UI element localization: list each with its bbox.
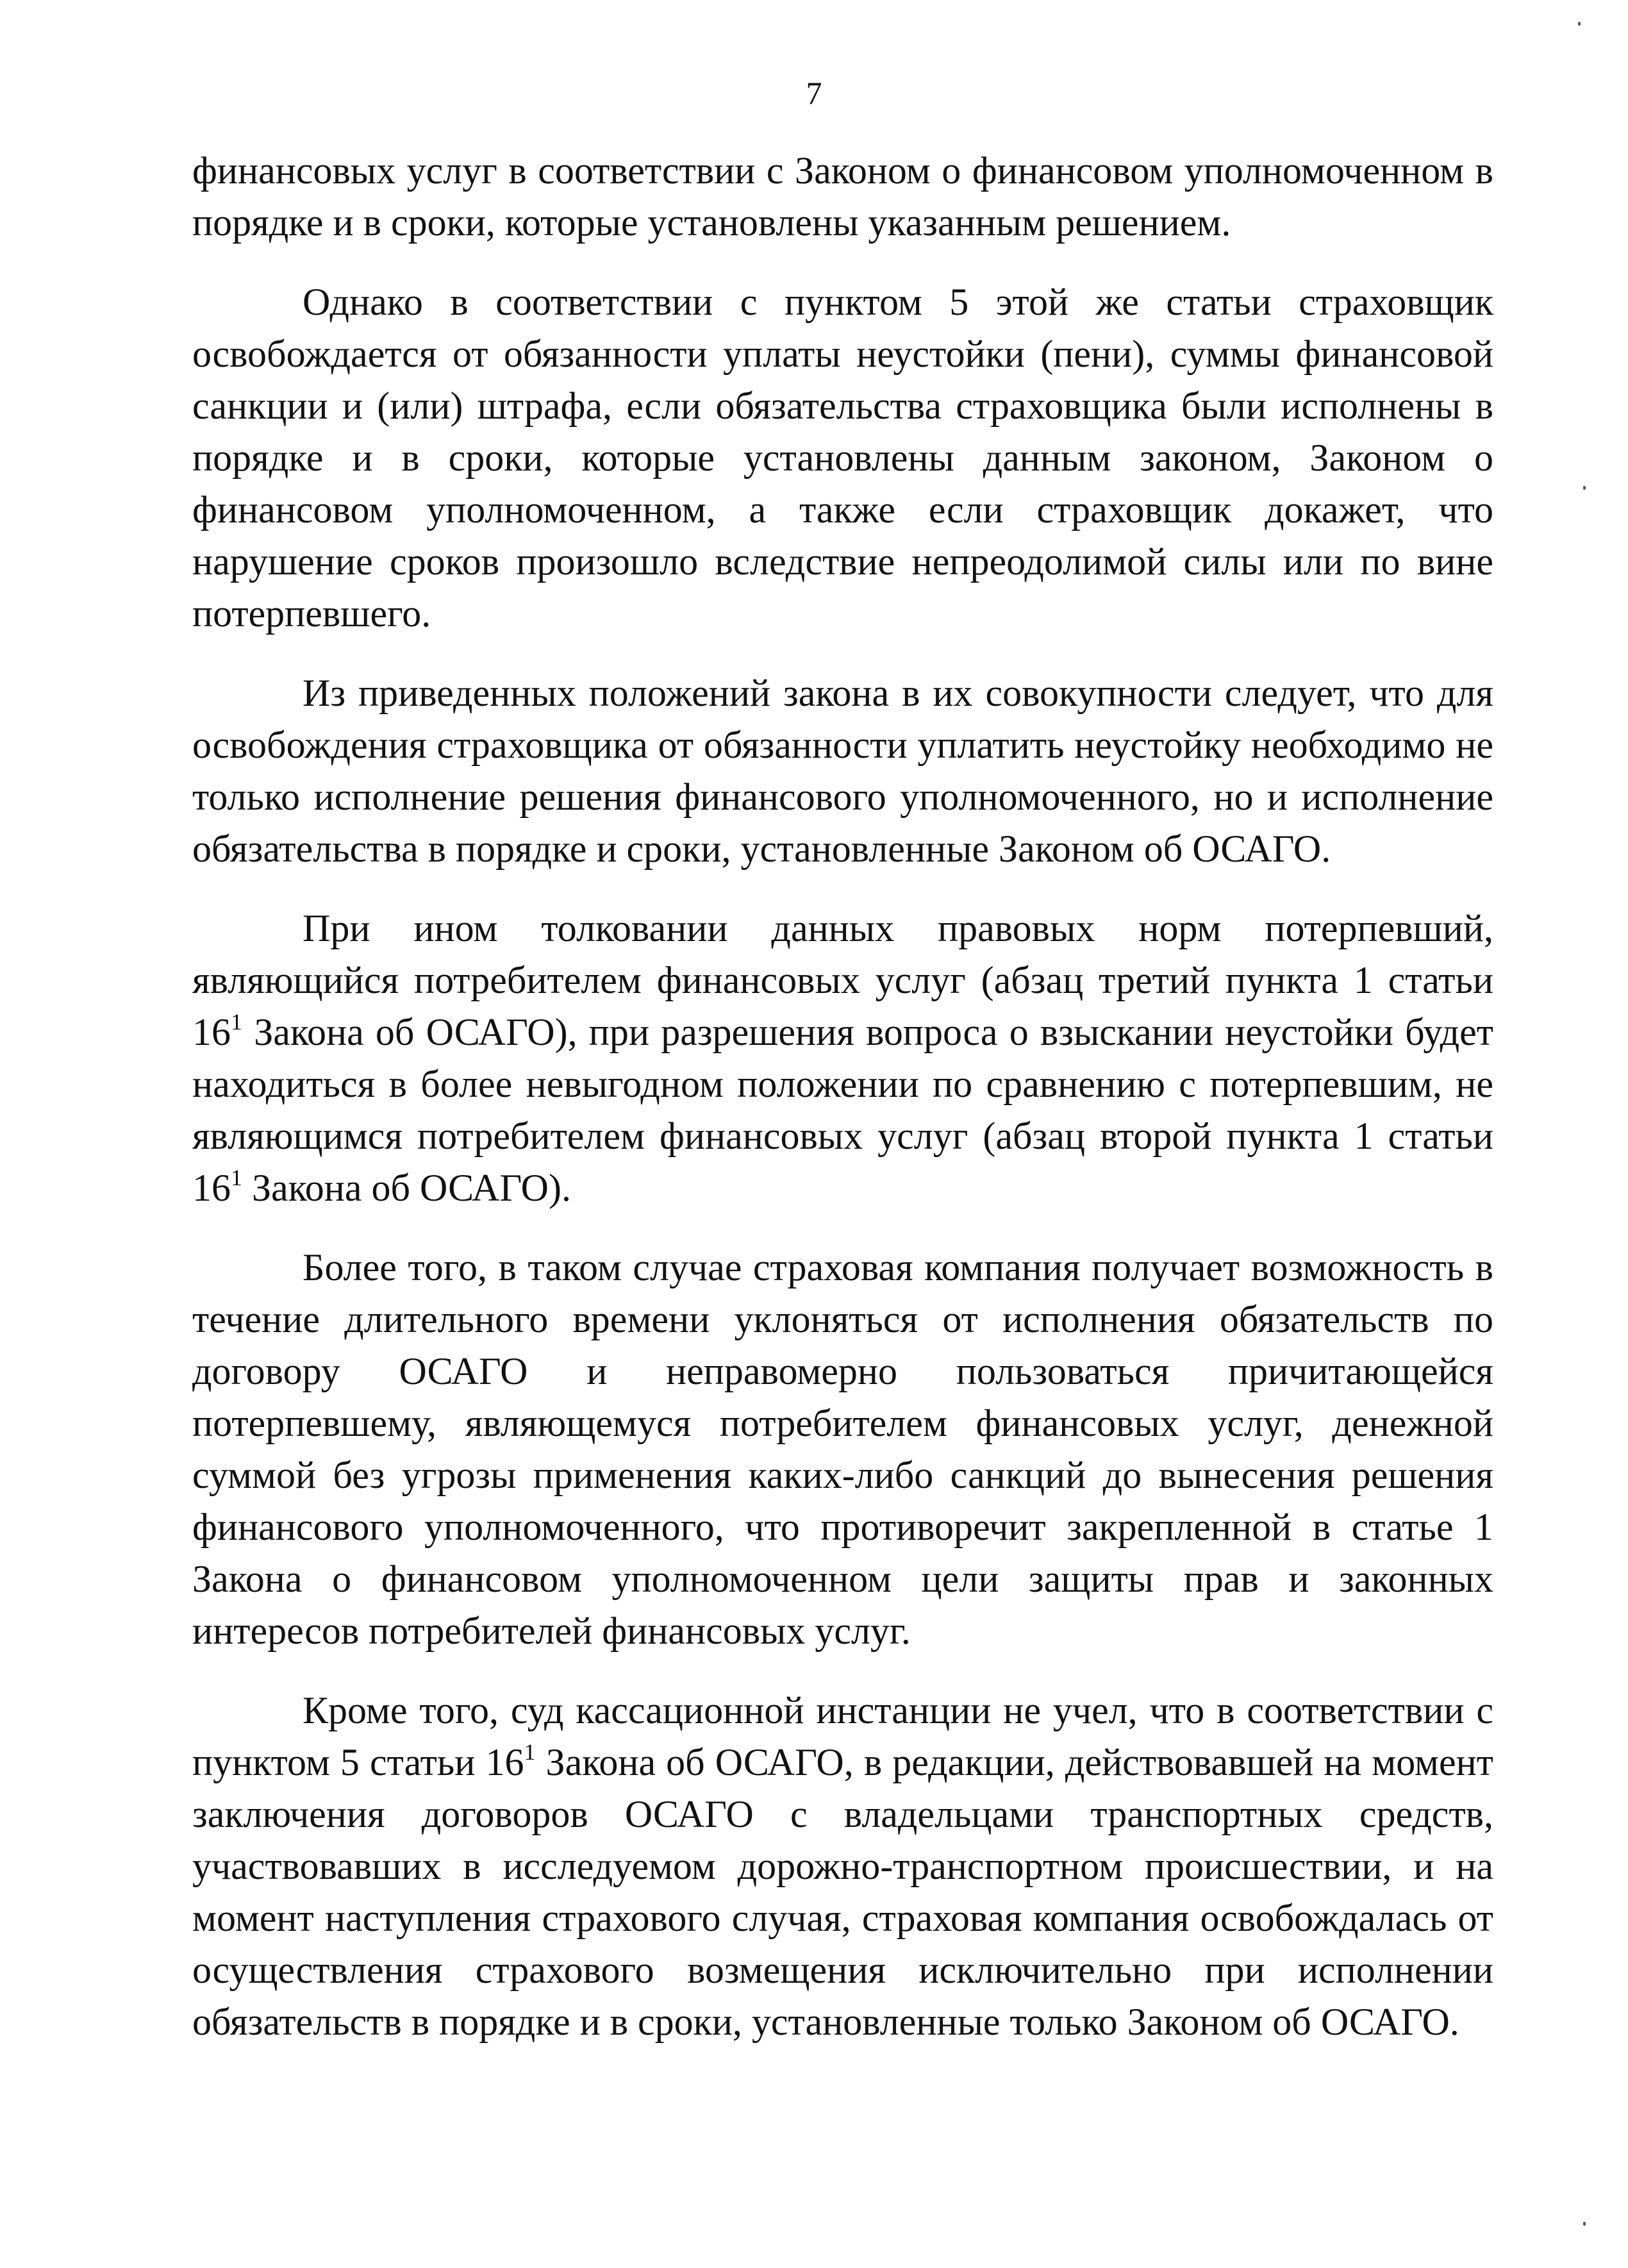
page-number: 7: [806, 75, 822, 111]
paragraph-consequences: Более того, в таком случае страховая компания получает возможность в течение длительного времени уклоняться от исполнения обязательств по договору ОСАГО и неправомерно пользоваться причитающейся потерпевшему, являющемуся потребителем финансовых услуг, денежной суммой без угрозы применения каких-либо санкций до вынесения решения финансового уполномоченного, что противоречит закрепленной в статье 1 Закона о финансовом уполномоченном цели защиты прав и законных интересов потребителей финансовых услуг.: [192, 1246, 1493, 1652]
superscript-index: 1: [231, 1009, 242, 1035]
scan-speck: [1583, 2222, 1586, 2226]
paragraph-interpretation: [192, 903, 1493, 1214]
paragraph-text-part: При ином толковании данных правовых норм потерпевший, являющийся потребителем финансовых услуг (абзац третий пункта 1 статьи 16: [192, 907, 1493, 1053]
document-body: [192, 145, 1493, 2048]
superscript-index: 1: [524, 1739, 536, 1765]
scan-speck: [1583, 486, 1586, 490]
paragraph-text-part: Закона об ОСАГО).: [242, 1167, 571, 1209]
paragraph-text-part: Закона об ОСАГО), при разрешения вопроса о взыскании неустойки будет находиться в более невыгодном положении по сравнению с потерпевшим, не являющимся потребителем финансовых услуг (абзац второй пункта 1 статьи 16: [192, 1011, 1493, 1209]
paragraph-exemption-clause: Однако в соответствии с пунктом 5 этой же статьи страховщик освобождается от обязанности уплаты неустойки (пени), суммы финансовой санкции и (или) штрафа, если обязательства страховщика были исполнены в порядке и в сроки, которые установлены данным законом, Законом о финансовом уполномоченном, а также если страховщик докажет, что нарушение сроков произошло вследствие непреодолимой силы или по вине потерпевшего.: [192, 281, 1493, 635]
paragraph-text-part: Закона об ОСАГО, в редакции, действовавшей на момент заключения договоров ОСАГО с владельцами транспортных средств, участвовавших в исследуемом дорожно-транспортном происшествии, и на момент наступления страхового случая, страховая компания освобождалась от осуществления страхового возмещения исключительно при исполнении обязательств в порядке и в сроки, установленные только Законом об ОСАГО.: [192, 1741, 1493, 2043]
paragraph-conclusion: Из приведенных положений закона в их совокупности следует, что для освобождения страховщика от обязанности уплатить неустойку необходимо не только исполнение решения финансового уполномоченного, но и исполнение обязательства в порядке и сроки, установленные Законом об ОСАГО.: [192, 672, 1493, 870]
paragraph-cassation: [192, 1685, 1493, 2048]
scan-speck: [1578, 22, 1581, 26]
paragraph-text-part: Кроме того, суд кассационной инстанции не учел, что в соответствии с пунктом 5 статьи 16: [192, 1689, 1493, 1783]
superscript-index: 1: [231, 1165, 242, 1190]
paragraph-continuation: финансовых услуг в соответствии с Законом о финансовом уполномоченном в порядке и в сроки, которые установлены указанным решением.: [192, 149, 1493, 244]
